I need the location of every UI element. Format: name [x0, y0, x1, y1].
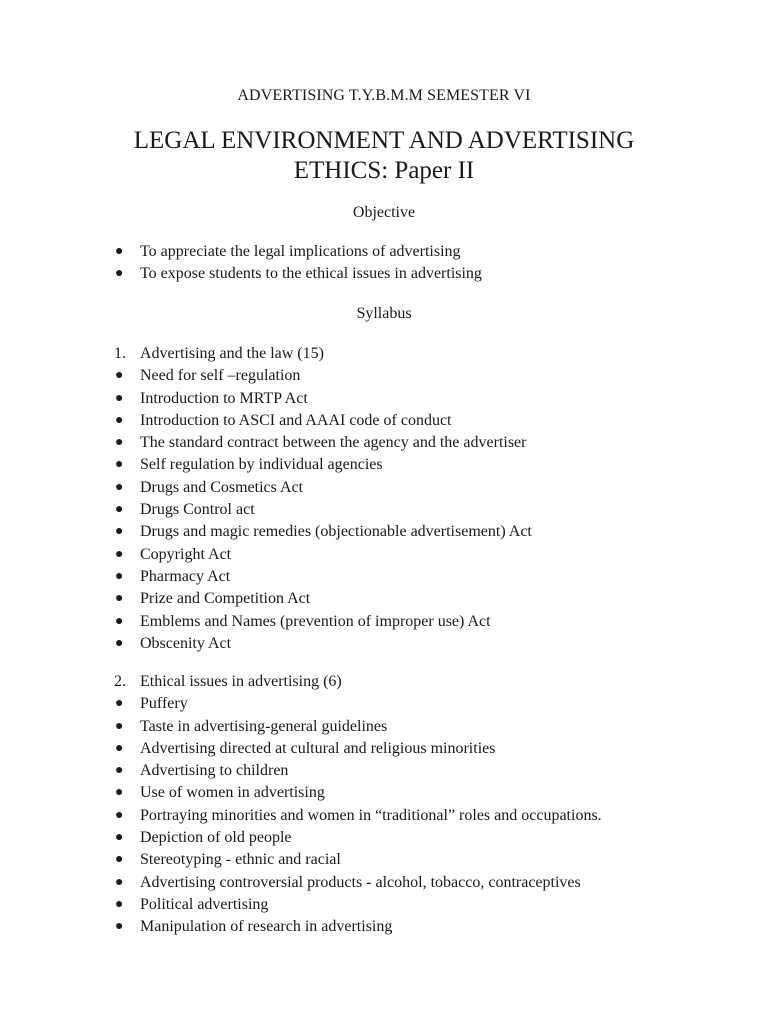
list-item [114, 241, 482, 263]
list-item [114, 477, 532, 499]
list-item [114, 872, 602, 894]
bullet-icon: ● [115, 457, 124, 473]
bullet-icon: ● [115, 874, 124, 890]
list-item-text: Taste in advertising-general guidelines [140, 717, 388, 735]
list-item [114, 544, 532, 566]
bullet-icon: ● [115, 613, 124, 629]
list-item [114, 432, 532, 454]
bullet-icon: ● [115, 852, 124, 868]
list-item [114, 894, 602, 916]
list-item-text: Drugs Control act [140, 501, 255, 519]
bullet-icon: ● [115, 807, 124, 823]
list-item-text: Portraying minorities and women in “traditional” roles and occupations. [140, 806, 602, 824]
bullet-icon: ● [115, 785, 124, 801]
objective-heading: Objective [352, 204, 416, 221]
list-item-text: Emblems and Names (prevention of improper use) Act [140, 612, 491, 630]
list-item [114, 849, 602, 871]
list-item [114, 521, 532, 543]
list-item-text: Manipulation of research in advertising [140, 918, 393, 936]
section-number: 1. [114, 345, 126, 362]
bullet-icon: ● [115, 896, 124, 912]
bullet-icon: ● [115, 568, 124, 584]
list-item-text: Drugs and Cosmetics Act [140, 478, 304, 496]
list-item [114, 499, 532, 521]
bullet-icon: ● [115, 368, 124, 384]
list-item-text: Self regulation by individual agencies [140, 456, 383, 474]
section-title-text: Ethical issues in advertising (6) [140, 673, 342, 690]
list-item-text: Depiction of old people [140, 829, 292, 847]
list-item-text: Advertising controversial products - alcohol, tobacco, contraceptives [140, 873, 581, 891]
list-item-text: Introduction to MRTP Act [140, 389, 308, 407]
list-item-text: Copyright Act [140, 545, 232, 563]
bullet-icon: ● [115, 718, 124, 734]
list-item-text: To appreciate the legal implications of advertising [140, 243, 461, 260]
bullet-icon: ● [115, 502, 124, 518]
list-item-text: Need for self –regulation [140, 367, 301, 385]
list-item [114, 611, 532, 633]
objective-list [114, 241, 482, 286]
list-item-text: The standard contract between the agency and the advertiser [140, 434, 527, 452]
list-item-text: Puffery [140, 695, 188, 713]
list-item [114, 738, 602, 760]
bullet-icon: ● [115, 390, 124, 406]
title-line-2: ETHICS: Paper II [293, 157, 475, 184]
syllabus-heading: Syllabus [356, 305, 412, 322]
list-item [114, 410, 532, 432]
bullet-icon: ● [115, 763, 124, 779]
bullet-icon: ● [115, 412, 124, 428]
list-item-text: Use of women in advertising [140, 784, 325, 802]
list-item-text: Advertising to children [140, 762, 289, 780]
list-item [114, 365, 532, 387]
list-item [114, 693, 602, 715]
list-item [114, 566, 532, 588]
list-item [114, 633, 532, 655]
section-number: 2. [114, 673, 126, 690]
title-line-1: LEGAL ENVIRONMENT AND ADVERTISING [133, 127, 635, 154]
bullet-icon: ● [115, 435, 124, 451]
bullet-icon: ● [115, 524, 124, 540]
list-item [114, 263, 482, 285]
list-item [114, 588, 532, 610]
list-item [114, 805, 602, 827]
bullet-icon: ● [115, 830, 124, 846]
list-item-text: Pharmacy Act [140, 567, 231, 585]
list-item-text: Advertising directed at cultural and religious minorities [140, 739, 496, 757]
document-header: ADVERTISING T.Y.B.M.M SEMESTER VI [237, 87, 531, 104]
list-item [114, 716, 602, 738]
bullet-icon: ● [115, 740, 124, 756]
bullet-icon: ● [115, 919, 124, 935]
list-item [114, 916, 602, 938]
bullet-icon: ● [115, 635, 124, 651]
list-item [114, 782, 602, 804]
section-title [114, 671, 602, 693]
list-item [114, 454, 532, 476]
list-item [114, 760, 602, 782]
list-item [114, 388, 532, 410]
document-title [0, 126, 768, 186]
list-item-text: Political advertising [140, 895, 269, 913]
list-item [114, 827, 602, 849]
bullet-icon: ● [115, 479, 124, 495]
bullet-icon: ● [115, 591, 124, 607]
bullet-icon: ● [115, 266, 124, 282]
list-item-text: To expose students to the ethical issues in advertising [140, 265, 482, 283]
bullet-icon: ● [115, 696, 124, 712]
syllabus-section-1 [114, 343, 532, 655]
list-item-text: Prize and Competition Act [140, 590, 311, 608]
bullet-icon: ● [115, 244, 124, 259]
list-item-text: Stereotyping - ethnic and racial [140, 851, 341, 869]
list-item-text: Drugs and magic remedies (objectionable advertisement) Act [140, 523, 532, 541]
section-title-text: Advertising and the law (15) [140, 345, 324, 362]
list-item-text: Obscenity Act [140, 634, 232, 652]
syllabus-section-2 [114, 671, 602, 939]
bullet-icon: ● [115, 546, 124, 562]
list-item-text: Introduction to ASCI and AAAI code of conduct [140, 411, 452, 429]
section-title [114, 343, 532, 365]
